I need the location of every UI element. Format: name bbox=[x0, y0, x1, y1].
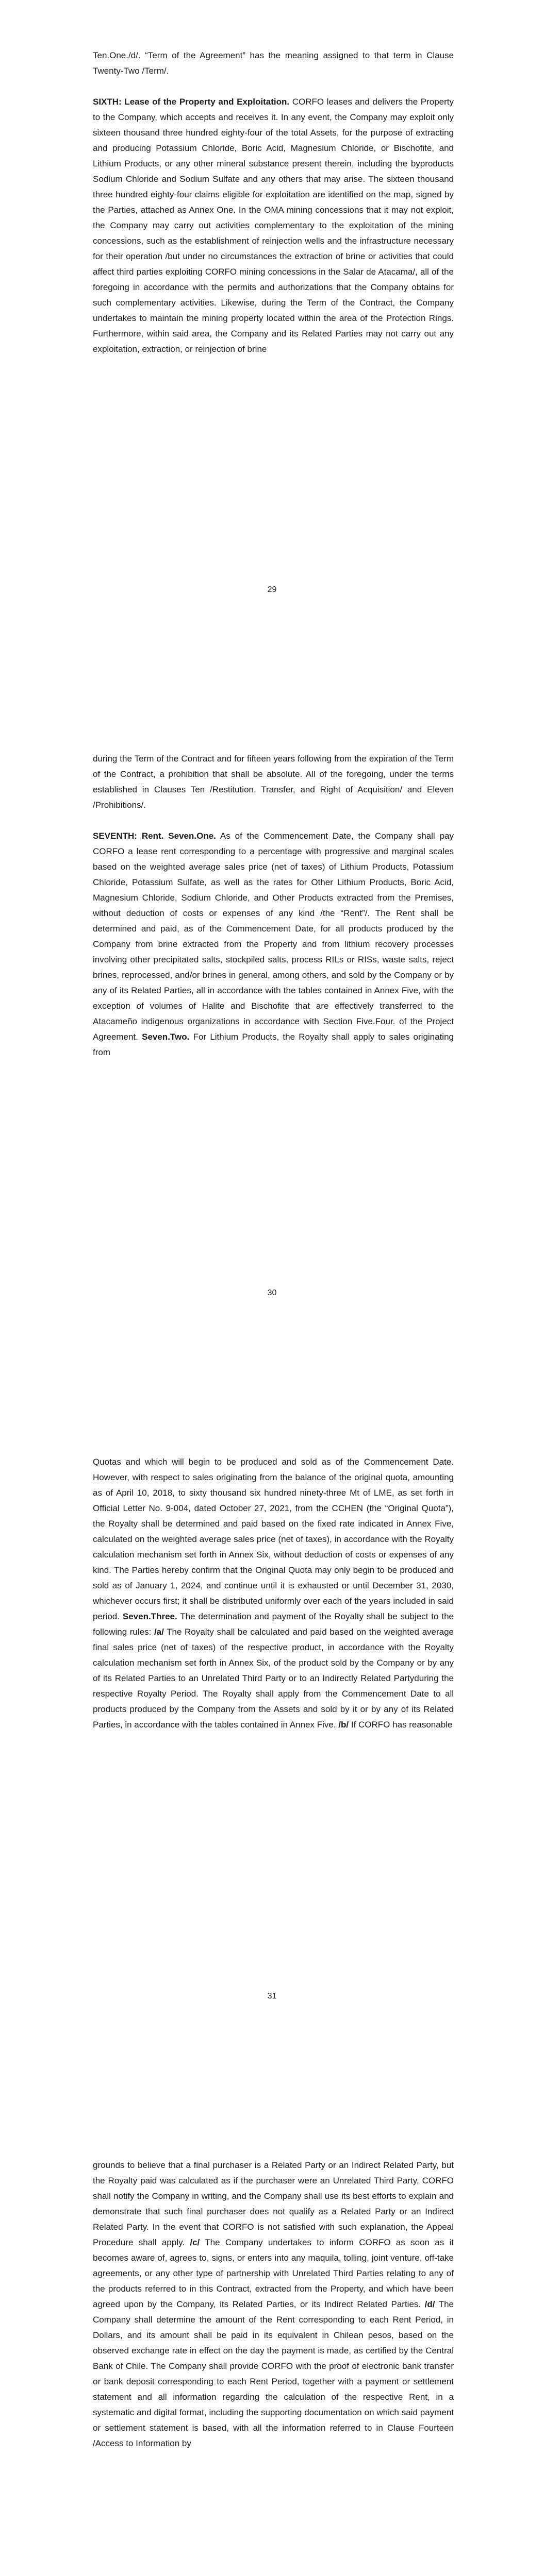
text-run: If CORFO has reasonable bbox=[349, 1720, 453, 1730]
page-number: 31 bbox=[267, 1992, 277, 2001]
text-run: The determination and payment of the Royalty shall be subject to the following rules: bbox=[93, 1612, 454, 1637]
text-run: The Company undertakes to inform CORFO as soon as it becomes aware of, agrees to, signs, or enters into any maquila, tolling, joint venture, off-take agreements, or any other type of partnership with Unrelated Third Parties relating to any of the products referred to in this Contract, extracted from the Property, and which have been agreed upon by the Company, its Related Parties, or its Indirect Related Parties. bbox=[93, 2238, 454, 2309]
paragraph bbox=[93, 48, 454, 79]
page-text bbox=[93, 751, 454, 1060]
page-30 bbox=[0, 703, 544, 1406]
text-run: The Company shall determine the amount of the Rent corresponding to each Rent Period, in Dollars, and its amount shall be paid in its equivalent in Chilean pesos, based on the observed exchange rate in effect on the day the payment is made, as certified by the Central Bank of Chile. The Company shall provide CORFO with the proof of electronic bank transfer or bank deposit corresponding to each Rent Period, together with a payment or settlement statement and all information regarding the calculation of the respective Rent, in a systematic and digital format, including the supporting documentation on which said payment or settlement statement is based, with all the information referred to in Clause Fourteen /Access to Information by bbox=[93, 2299, 454, 2448]
page-32 bbox=[0, 2110, 544, 2576]
bold-text-run: SEVENTH: Rent. Seven.One. bbox=[93, 831, 216, 841]
bold-text-run: /c/ bbox=[190, 2238, 200, 2247]
bold-text-run: Seven.Three. bbox=[122, 1612, 177, 1621]
text-run: For Lithium Products, the Royalty shall apply to sales originating from bbox=[93, 1032, 454, 1057]
bold-text-run: Seven.Two. bbox=[142, 1032, 190, 1042]
bold-text-run: /a/ bbox=[154, 1627, 164, 1637]
text-run: grounds to believe that a final purchaser is a Related Party or an Indirect Related Party, but the Royalty paid was calculated as if the purchaser were an Unrelated Third Party, CORFO shall notify the Company in writing, and the Company shall use its best efforts to explain and demonstrate that such final purchaser does not qualify as a Related Party or an Indirect Related Party. In the event that CORFO is not satisfied with such explanation, the Appeal Procedure shall apply. bbox=[93, 2160, 454, 2247]
bold-text-run: /b/ bbox=[338, 1720, 349, 1730]
text-run: Ten.One./d/. “Term of the Agreement” has the meaning assigned to that term in Clause Twenty-Two /Term/. bbox=[93, 50, 454, 76]
bold-text-run: SIXTH: Lease of the Property and Exploitation. bbox=[93, 97, 290, 107]
page-29 bbox=[0, 0, 544, 703]
text-run: Quotas and which will begin to be produced and sold as of the Commencement Date. However, with respect to sales originating from the balance of the original quota, amounting as of April 10, 2018, to sixty thousand six hundred ninety-three Mt of LME, as set forth in Official Letter No. 9-004, dated October 27, 2021, from the CCHEN (the “Original Quota”), the Royalty shall be determined and paid based on the fixed rate indicated in Annex Five, calculated on the weighted average sales price (net of taxes), in accordance with the Royalty calculation mechanism set forth in Annex Six, without deduction of costs or expenses of any kind. The Parties hereby confirm that the Original Quota may only begin to be produced and sold as of January 1, 2024, and continue until it is exhausted or until December 31, 2030, whichever occurs first; it shall be distributed uniformly over each of the years included in said period. bbox=[93, 1457, 454, 1621]
page-text bbox=[93, 1454, 454, 1733]
text-run: As of the Commencement Date, the Company shall pay CORFO a lease rent corresponding to a percentage with progressive and marginal scales based on the weighted average sales price (net of taxes) of Lithium Products, Potassium Chloride, Potassium Sulfate, as well as the rates for Other Lithium Products, Boric Acid, Magnesium Chloride, Sodium Chloride, and Other Products extracted from the Premises, without deduction of costs or expenses of any kind /the “Rent”/. The Rent shall be determined and paid, as of the Commencement Date, for all products produced by the Company from brine extracted from the Property and from lithium recovery processes involving other precipitated salts, stockpiled salts, process RILs or RISs, waste salts, reject brines, reprocessed, and/or brines in general, among others, and sold by the Company or by any of its Related Parties, all in accordance with the tables contained in Annex Five, with the exception of volumes of Halite and Bischofite that are effectively transferred to the Atacameño indigenous organizations in accordance with Section Five.Four. of the Project Agreement. bbox=[93, 831, 454, 1042]
paragraph bbox=[93, 751, 454, 813]
text-run: The Royalty shall be calculated and paid based on the weighted average final sales price (net of taxes) of the respective product, in accordance with the Royalty calculation mechanism set forth in Annex Six, of the product sold by the Company or by any of its Related Parties to an Unrelated Third Party or to an Indirectly Related Partyduring the respective Royalty Period. The Royalty shall apply from the Commencement Date to all products produced by the Company from the Assets and sold by it or by any of its Related Parties, in accordance with the tables contained in Annex Five. bbox=[93, 1627, 454, 1730]
text-run: CORFO leases and delivers the Property to the Company, which accepts and receives it. In any event, the Company may exploit only sixteen thousand three hundred eighty-four of the total Assets, for the purpose of extracting and producing Potassium Chloride, Boric Acid, Magnesium Chloride, or Bischofite, and Lithium Products, or any other mineral substance present therein, including the byproducts Sodium Chloride and Sodium Sulfate and any others that may arise. The sixteen thousand three hundred eighty-four claims eligible for exploitation are identified on the map, signed by the Parties, attached as Annex One. In the OMA mining concessions that it may not exploit, the Company may carry out activities complementary to the exploitation of the mining concessions, such as the establishment of reinjection wells and the infrastructure necessary for their operation /but under no circumstances the extraction of brine or activities that could affect third parties exploiting CORFO mining concessions in the Salar de Atacama/, all of the foregoing in accordance with the permits and authorizations that the Company obtains for such complementary activities. Likewise, during the Term of the Contract, the Company undertakes to maintain the mining property located within the area of the Protection Rings. Furthermore, within said area, the Company and its Related Parties may not carry out any exploitation, extraction, or reinjection of brine bbox=[93, 97, 454, 354]
page-31 bbox=[0, 1406, 544, 2110]
paragraph bbox=[93, 2158, 454, 2451]
text-run: during the Term of the Contract and for fifteen years following from the expiration of the Term of the Contract, a prohibition that shall be absolute. All of the foregoing, under the terms established in Clauses Ten /Restitution, Transfer, and Right of Acquisition/ and Eleven /Prohibitions/. bbox=[93, 754, 454, 810]
paragraph bbox=[93, 1454, 454, 1733]
page-text bbox=[93, 2158, 454, 2451]
page-text bbox=[93, 48, 454, 357]
paragraph bbox=[93, 828, 454, 1060]
paragraph bbox=[93, 94, 454, 357]
page-number: 29 bbox=[267, 585, 277, 594]
bold-text-run: /d/ bbox=[424, 2299, 435, 2309]
page-number: 30 bbox=[267, 1289, 277, 1297]
